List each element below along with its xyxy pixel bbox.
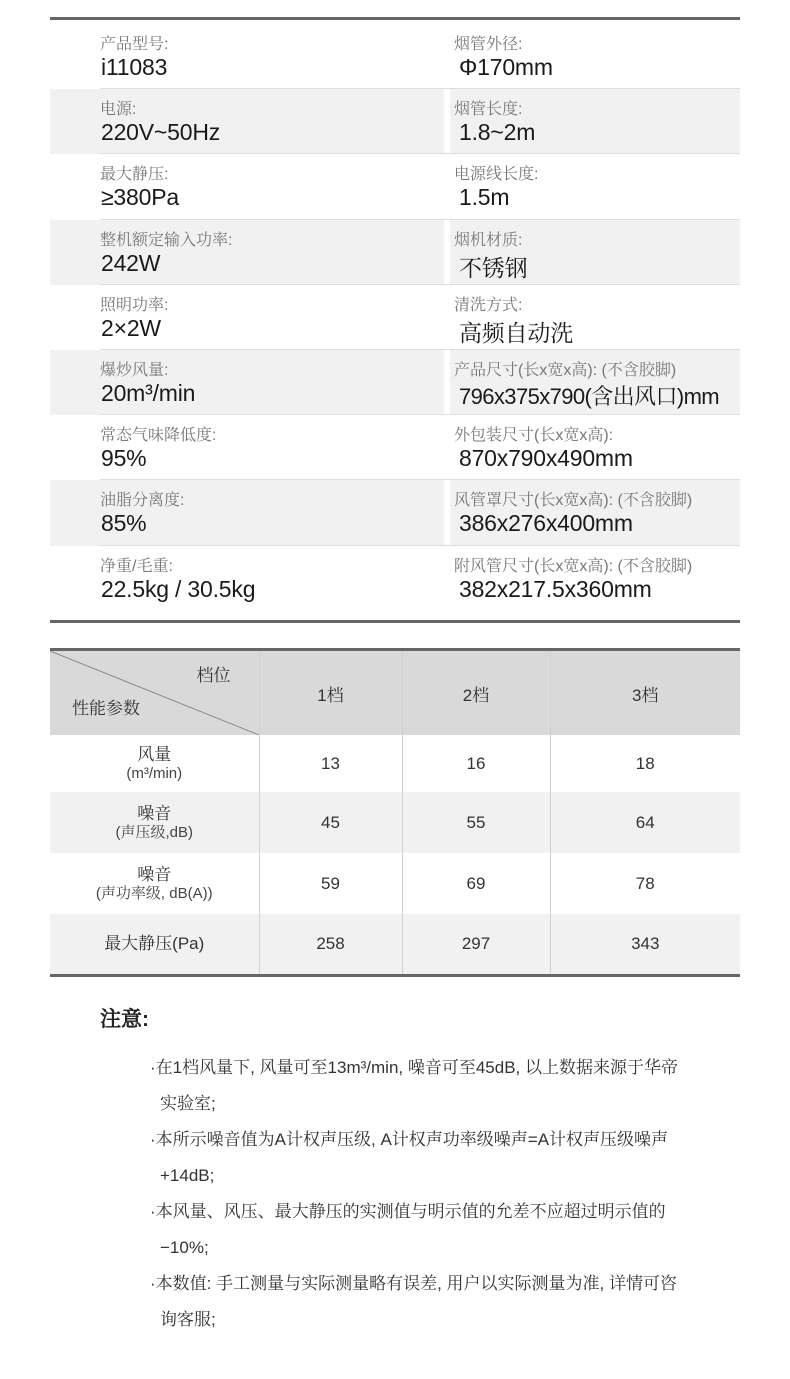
spec-row — [50, 480, 740, 545]
param-name: 最大静压(Pa) — [104, 934, 205, 953]
spec-value: 95% — [101, 445, 147, 472]
spec-value: 242W — [101, 249, 161, 276]
spec-cell — [100, 480, 440, 545]
spec-label: 外包装尺寸(长x宽x高): — [454, 427, 614, 445]
spec-label: 附风管尺寸(长x宽x高): (不含胶脚) — [454, 557, 693, 575]
spec-value: 高频自动洗 — [459, 319, 574, 346]
spec-cell — [100, 546, 440, 611]
notice-list — [150, 1050, 690, 1338]
spec-cell — [454, 546, 754, 611]
spec-label: 风管罩尺寸(长x宽x高): (不含胶脚) — [454, 492, 693, 510]
corner-label-gear: 档位 — [196, 666, 231, 685]
spec-cell — [100, 24, 440, 89]
spec-value: 796x375x790(含出风口)mm — [459, 383, 720, 409]
section-rule — [50, 620, 740, 623]
spec-label: 电源线长度: — [454, 166, 539, 184]
spec-row — [50, 350, 740, 415]
spec-cell — [100, 154, 440, 219]
table-cell: 59 — [259, 853, 402, 914]
spec-cell — [454, 350, 754, 415]
table-cell: 69 — [402, 853, 550, 914]
spec-cell — [100, 285, 440, 350]
spec-value: ≥380Pa — [101, 184, 179, 211]
table-cell: 64 — [550, 792, 740, 853]
table-cell: 78 — [550, 853, 740, 914]
param-unit: (声功率级, dB(A)) — [95, 884, 213, 902]
spec-label: 整机额定输入功率: — [100, 231, 233, 249]
notice-title: 注意: — [100, 1008, 149, 1031]
spec-cell — [454, 480, 754, 545]
spec-value: 1.8~2m — [459, 119, 536, 146]
corner-header-cell — [50, 650, 259, 736]
spec-cell — [454, 220, 754, 285]
param-unit: (m³/min) — [126, 764, 183, 782]
performance-table — [50, 648, 740, 977]
table-cell: 18 — [550, 735, 740, 792]
param-name: 风量 — [137, 744, 172, 764]
corner-label-param: 性能参数 — [72, 699, 140, 718]
spec-cell — [454, 89, 754, 154]
spec-value: Φ170mm — [459, 54, 553, 80]
table-row — [50, 914, 740, 976]
spec-cell — [100, 350, 440, 415]
spec-cell — [100, 89, 440, 154]
table-cell: 343 — [550, 914, 740, 976]
table-cell: 297 — [402, 914, 550, 976]
spec-row — [50, 89, 740, 154]
spec-label: 烟管外径: — [454, 36, 523, 53]
spec-cell — [100, 220, 440, 285]
table-cell: 55 — [402, 792, 550, 853]
spec-value: 220V~50Hz — [101, 119, 221, 146]
spec-label: 油脂分离度: — [100, 492, 185, 510]
spec-value: 382x217.5x360mm — [459, 575, 652, 602]
spec-label: 照明功率: — [100, 296, 169, 314]
column-divider — [444, 480, 450, 545]
param-name: 噪音 — [137, 864, 172, 884]
table-cell: 258 — [259, 914, 402, 976]
spec-value: 386x276x400mm — [459, 510, 633, 537]
spec-label: 清洗方式: — [454, 296, 523, 314]
spec-cell — [454, 154, 754, 219]
spec-value: 870x790x490mm — [459, 445, 633, 472]
spec-value: 1.5m — [459, 184, 510, 211]
spec-label: 产品尺寸(长x宽x高): (不含胶脚) — [454, 361, 677, 379]
column-header: 2档 — [402, 650, 550, 736]
spec-value: 20m³/min — [101, 379, 196, 406]
notice-item: ·本风量、风压、最大静压的实测值与明示值的允差不应超过明示值的−10%; — [150, 1202, 666, 1257]
notice-item: ·本所示噪音值为A计权声压级, A计权声功率级噪声=A计权声压级噪声+14dB; — [150, 1130, 669, 1185]
notice-item: ·在1档风量下, 风量可至13m³/min, 噪音可至45dB, 以上数据来源于华帝实验室; — [150, 1058, 679, 1113]
spec-label: 常态气味降低度: — [100, 427, 217, 445]
param-name: 噪音 — [137, 803, 172, 823]
table-row — [50, 853, 740, 914]
table-cell: 45 — [259, 792, 402, 853]
spec-row — [50, 546, 740, 611]
spec-value: 不锈钢 — [459, 254, 528, 281]
table-cell: 16 — [402, 735, 550, 792]
spec-label: 爆炒风量: — [100, 361, 169, 379]
spec-label: 烟机材质: — [454, 231, 523, 249]
spec-row — [50, 24, 740, 89]
spec-row — [50, 285, 740, 350]
spec-list — [50, 24, 740, 611]
spec-value: 85% — [101, 510, 147, 537]
column-header: 3档 — [550, 650, 740, 736]
spec-value: 22.5kg / 30.5kg — [101, 575, 256, 602]
spec-label: 烟管长度: — [454, 101, 523, 119]
table-row — [50, 735, 740, 792]
spec-row — [50, 415, 740, 480]
top-rule — [50, 17, 740, 20]
table-header-row — [50, 650, 740, 736]
spec-label: 最大静压: — [100, 166, 169, 184]
notice-item: ·本数值: 手工测量与实际测量略有误差, 用户以实际测量为准, 详情可咨询客服; — [150, 1274, 677, 1329]
spec-value: 2×2W — [101, 314, 161, 341]
param-unit: (声压级,dB) — [115, 823, 193, 841]
column-divider — [444, 220, 450, 285]
column-divider — [444, 89, 450, 154]
spec-row — [50, 220, 740, 285]
spec-label: 净重/毛重: — [100, 557, 173, 575]
spec-cell — [454, 24, 754, 89]
table-row — [50, 792, 740, 853]
spec-cell — [100, 415, 440, 480]
row-header — [50, 914, 259, 976]
spec-row — [50, 154, 740, 219]
table-cell: 13 — [259, 735, 402, 792]
spec-label: 电源: — [100, 101, 137, 119]
row-header — [50, 792, 259, 853]
column-divider — [444, 350, 450, 415]
row-header — [50, 853, 259, 914]
spec-cell — [454, 415, 754, 480]
spec-label: 产品型号: — [100, 36, 169, 53]
spec-value: i11083 — [101, 54, 168, 80]
spec-cell — [454, 285, 754, 350]
row-header — [50, 735, 259, 792]
column-header: 1档 — [259, 650, 402, 736]
